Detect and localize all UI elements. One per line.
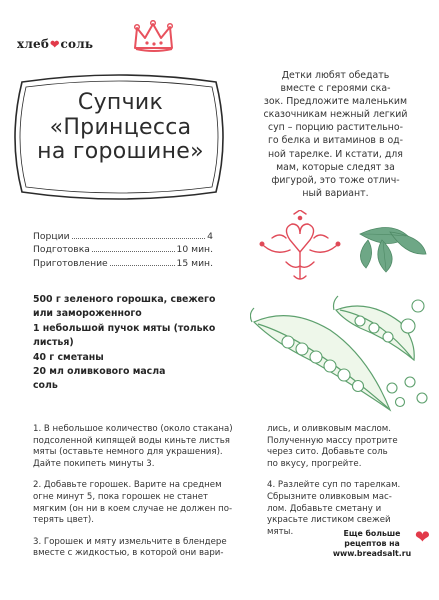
pea-illustration (250, 210, 430, 420)
meta-label: Порции (33, 230, 70, 242)
ingredient-line: или замороженного (33, 308, 142, 320)
step-line: Дайте покипеть минуты 3. (33, 458, 155, 469)
brand-logo (17, 37, 93, 51)
ingredient-line: листья) (33, 337, 74, 349)
crown-icon (131, 20, 177, 54)
step-line: мяты. (267, 526, 294, 537)
ingredient-line: 1 небольшой пучок мяты (только (33, 322, 216, 334)
dotted-leader (72, 238, 206, 239)
step-line: 4. Разлейте суп по тарелкам. (267, 480, 401, 491)
ingredient-line: 40 г сметаны (33, 351, 104, 363)
step-3-continued (267, 424, 435, 470)
step-line: через сито. Добавьте соль (267, 447, 388, 458)
step-line: украсьте листиком свежей (267, 515, 391, 526)
meta-row-servings (33, 228, 213, 242)
intro-line: сказочникам нежный легкий (263, 109, 408, 121)
intro-line: го белка и витаминов в од- (267, 135, 404, 147)
intro-line: суп – порцию растительно- (267, 122, 404, 134)
intro-line: мам, которые следят за (276, 161, 395, 173)
meta-row-cook (33, 255, 213, 269)
steps-column-1 (33, 424, 243, 560)
dotted-leader (110, 265, 175, 266)
intro-text (243, 69, 428, 200)
step-line: по вкусу, прогрейте. (267, 458, 362, 469)
steps-column-2 (267, 424, 435, 538)
step-line: лом. Добавьте сметану и (267, 503, 382, 514)
meta-row-prep (33, 242, 213, 256)
step-line: Сбрызните оливковым мас- (267, 491, 392, 502)
step-line: огне минут 5, пока горошек не станет (33, 491, 209, 502)
intro-line: Детки любят обедать (281, 70, 390, 81)
brand-logo-left: хлеб (17, 37, 50, 51)
step-line: 1. В небольшое количество (около стакана) (33, 424, 233, 434)
step-line: 3. Горошек и мяту измельчите в блендере (33, 536, 227, 547)
title-line: на горошине» (37, 139, 204, 164)
more-recipes (318, 527, 430, 559)
recipe-meta (33, 228, 213, 269)
meta-value: 10 мин. (176, 244, 213, 255)
step-line: вместе с жидкостью, в которой они вари- (33, 548, 224, 559)
intro-line: зок. Предложите маленьким (263, 96, 408, 108)
title-line: «Принцесса (49, 114, 192, 140)
recipe-title (28, 91, 213, 165)
heart-icon: ❤ (414, 527, 430, 548)
ingredient-line: 20 мл оливкового масла (33, 366, 166, 378)
intro-line: фигурой, это тоже отлич- (271, 174, 400, 186)
intro-line: вместе с героями ска- (280, 83, 391, 95)
meta-label: Подготовка (33, 244, 90, 255)
dotted-leader (92, 251, 175, 252)
meta-label: Приготовление (33, 257, 108, 269)
meta-value: 15 мин. (176, 257, 213, 269)
step-line: мягким (он ни в коем случае не должен по- (33, 503, 233, 514)
more-line: рецептов на (344, 539, 400, 548)
step-line: 2. Добавьте горошек. Варите на среднем (33, 480, 222, 491)
ingredients-list (33, 293, 233, 394)
ingredient-line: 500 г зеленого горошка, свежего (33, 294, 216, 305)
website-link[interactable]: www.breadsalt.ru (332, 549, 412, 558)
intro-line: ной тарелке. И кстати, для (268, 148, 403, 160)
step-1 (33, 424, 243, 470)
step-line: лись, и оливковым маслом. (267, 424, 392, 434)
step-3 (33, 537, 243, 560)
step-line: подсоленной кипящей воды киньте листья (33, 435, 230, 446)
brand-logo-right: соль (60, 37, 94, 51)
step-2 (33, 480, 243, 526)
step-line: терять цвет). (33, 515, 95, 526)
intro-line: ный вариант. (302, 187, 369, 199)
title-line: Супчик (77, 90, 164, 115)
step-line: Полученную массу протрите (267, 435, 398, 446)
more-line: Еще больше (343, 529, 401, 538)
heart-ornament (260, 210, 340, 279)
meta-value: 4 (207, 230, 213, 242)
heart-icon: ❤ (50, 37, 60, 51)
ingredient-line: соль (33, 380, 58, 392)
step-line: мяты (оставьте немного для украшения). (33, 447, 223, 458)
